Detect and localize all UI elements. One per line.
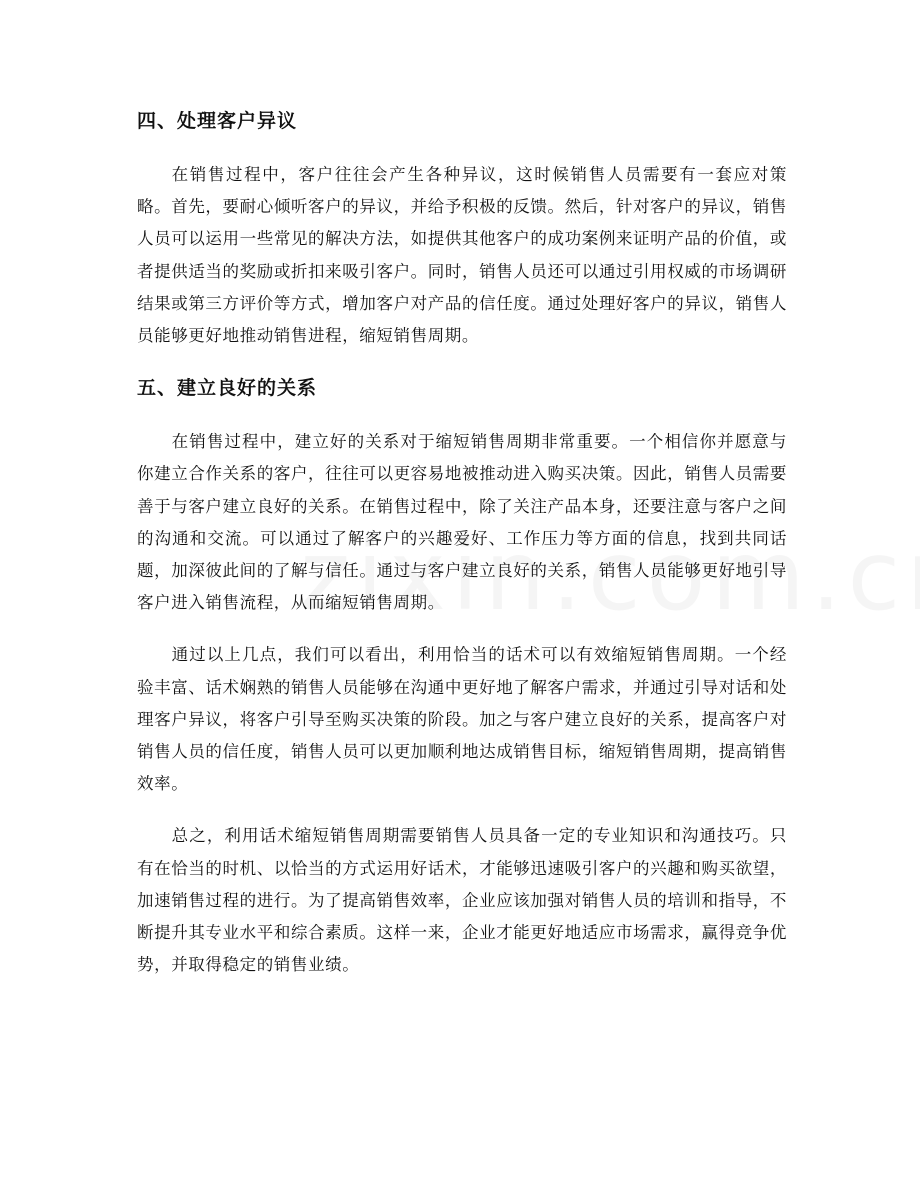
document-content — [137, 105, 787, 1001]
section-5-paragraph-1: 在销售过程中，建立好的关系对于缩短销售周期非常重要。一个相信你并愿意与你建立合作关系的客户，往往可以更容易地被推动进入购买决策。因此，销售人员需要善于与客户建立良好的关系。在销售过程中，除了关注产品本身，还要注意与客户之间的沟通和交流。可以通过了解客户的兴趣爱好、工作压力等方面的信息，找到共同话题，加深彼此间的了解与信任。通过与客户建立良好的关系，销售人员能够更好地引导客户进入销售流程，从而缩短销售周期。 — [137, 432, 787, 613]
conclusion-paragraph: 总之，利用话术缩短销售周期需要销售人员具备一定的专业知识和沟通技巧。只有在恰当的时机、以恰当的方式运用好话术，才能够迅速吸引客户的兴趣和购买欲望，加速销售过程的进行。为了提高销售效率，企业应该加强对销售人员的培训和指导，不断提升其专业水平和综合素质。这样一来，企业才能更好地适应市场需求，赢得竞争优势，并取得稳定的销售业绩。 — [137, 826, 787, 975]
section-heading-5: 五、建立良好的关系 — [137, 377, 318, 400]
summary-paragraph: 通过以上几点，我们可以看出，利用恰当的话术可以有效缩短销售周期。一个经验丰富、话术娴熟的销售人员能够在沟通中更好地了解客户需求，并通过引导对话和处理客户异议，将客户引导至购买决策的阶段。加之与客户建立良好的关系，提高客户对销售人员的信任度，销售人员可以更加顺利地达成销售目标，缩短销售周期，提高销售效率。 — [137, 645, 787, 794]
section-heading-4: 四、处理客户异议 — [137, 110, 298, 132]
section-4-paragraph-1: 在销售过程中，客户往往会产生各种异议，这时候销售人员需要有一套应对策略。首先，要耐心倾听客户的异议，并给予积极的反馈。然后，针对客户的异议，销售人员可以运用一些常见的解决方法，如提供其他客户的成功案例来证明产品的价值，或者提供适当的奖励或折扣来吸引客户。同时，销售人员还可以通过引用权威的市场调研结果或第三方评价等方式，增加客户对产品的信任度。通过处理好客户的异议，销售人员能够更好地推动销售进程，缩短销售周期。 — [137, 165, 787, 346]
